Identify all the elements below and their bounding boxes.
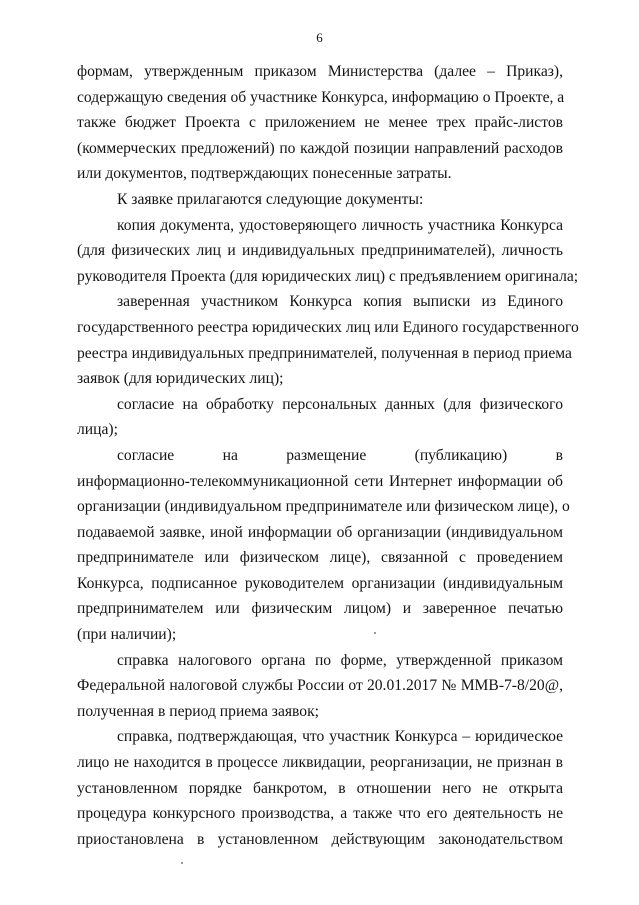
text-line: реестра индивидуальных предпринимателей, полученная в период приема: [77, 344, 572, 362]
text-line: К заявке прилагаются следующие документы:: [117, 190, 424, 208]
page-number: 6: [316, 30, 323, 45]
text-line: также бюджет Проекта с приложением не менее трех прайс-листов: [77, 114, 563, 132]
text-line: согласие на размещение (публикацию) в: [117, 446, 563, 464]
text-line: Конкурса, подписанное руководителем организации (индивидуальным: [77, 574, 563, 592]
text-line: приостановлена в установленном действующим законодательством: [77, 830, 563, 848]
document-body: [77, 59, 579, 852]
text-line: предпринимателем или физическим лицом) и заверенное печатью: [77, 600, 563, 618]
text-line: лица);: [77, 421, 118, 439]
text-line: организации (индивидуальном предпринимателе или физическом лице), о: [77, 498, 570, 516]
scan-speck: [181, 862, 183, 864]
text-line: справка налогового органа по форме, утвержденной приказом: [117, 651, 563, 669]
text-line: процедура конкурсного производства, а также что его деятельность не: [77, 805, 563, 823]
text-line: копия документа, удостоверяющего личность участника Конкурса: [117, 216, 563, 234]
text-line: предпринимателе или физическом лице), связанной с проведением: [77, 549, 563, 567]
text-line: лицо не находится в процессе ликвидации, реорганизации, не признан в: [77, 754, 563, 772]
text-line: (при наличии);: [77, 626, 177, 644]
text-line: государственного реестра юридических лиц или Единого государственного: [77, 318, 579, 336]
text-line: подаваемой заявке, иной информации об организации (индивидуальном: [77, 523, 563, 541]
text-line: содержащую сведения об участнике Конкурса, информацию о Проекте, а: [77, 88, 565, 106]
text-line: или документов, подтверждающих понесенные затраты.: [77, 165, 452, 183]
text-line: (коммерческих предложений) по каждой позиции направлений расходов: [77, 139, 563, 157]
scan-speck: [374, 632, 376, 634]
text-line: установленном порядке банкротом, в отношении него не открыта: [77, 779, 563, 797]
text-line: справка, подтверждающая, что участник Конкурса – юридическое: [117, 728, 563, 746]
text-line: формам, утвержденным приказом Министерства (далее – Приказ),: [77, 63, 563, 80]
text-line: согласие на обработку персональных данных (для физического: [117, 395, 563, 413]
text-line: Федеральной налоговой службы России от 20.01.2017 № ММВ-7-8/20@,: [77, 677, 563, 695]
text-line: полученная в период приема заявок;: [77, 702, 320, 720]
text-line: (для физических лиц и индивидуальных предпринимателей), личность: [77, 242, 563, 260]
text-line: руководителя Проекта (для юридических лиц) с предъявлением оригинала;: [77, 267, 579, 285]
text-line: заявок (для юридических лиц);: [77, 370, 284, 388]
text-line: информационно-телекоммуникационной сети Интернет информации об: [77, 472, 563, 490]
text-line: заверенная участником Конкурса копия выписки из Единого: [117, 293, 563, 311]
